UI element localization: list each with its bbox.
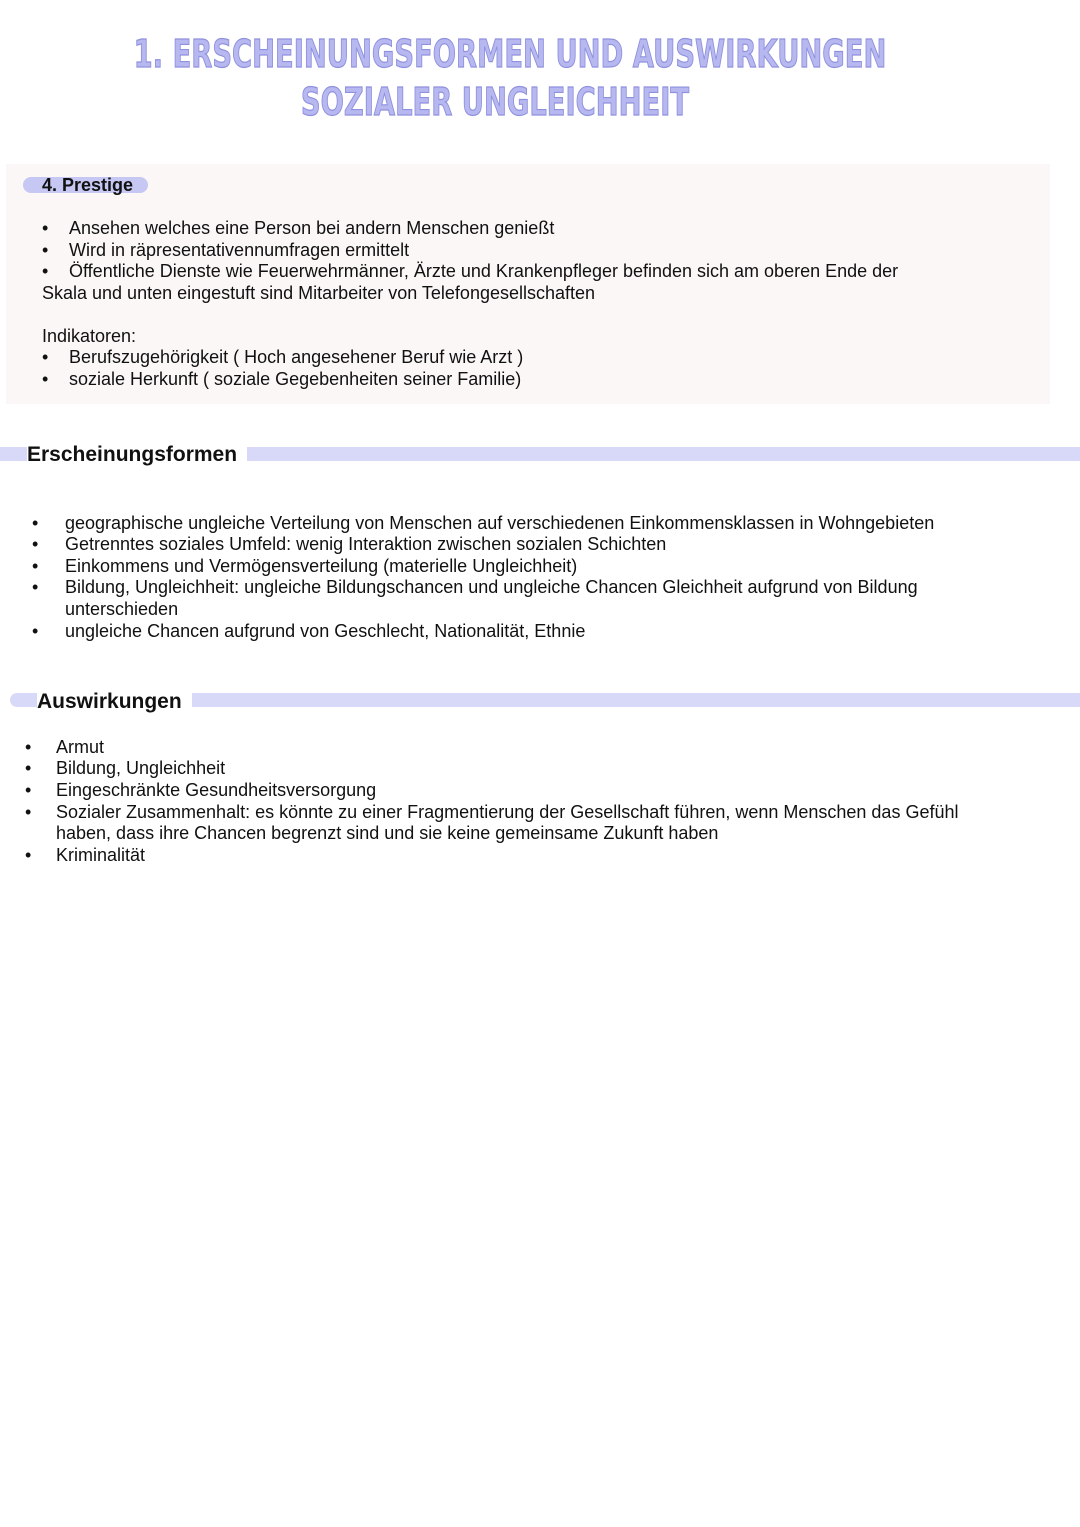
list-item: • Berufszugehörigkeit ( Hoch angesehener Beruf wie Arzt ) xyxy=(42,347,524,367)
bullet-icon: • xyxy=(42,347,49,367)
bullet-icon: • xyxy=(25,780,32,800)
list-item-continuation: unterschieden xyxy=(65,599,179,619)
bullet-icon: • xyxy=(42,369,49,389)
section-heading-auswirkungen: Auswirkungen xyxy=(37,689,192,715)
list-item: • Ansehen welches eine Person bei andern Menschen genießt xyxy=(42,218,555,238)
page-title-line1: 1. ERSCHEINUNGSFORMEN UND AUSWIRKUNGEN xyxy=(133,32,887,76)
indicators-label: Indikatoren: xyxy=(42,326,137,346)
list-item: • Öffentliche Dienste wie Feuerwehrmänner, Ärzte und Krankenpfleger befinden sich am oberen Ende der xyxy=(42,261,899,281)
list-item: • geographische ungleiche Verteilung von Menschen auf verschiedenen Einkommensklassen in Wohngebieten xyxy=(32,513,935,533)
bullet-icon: • xyxy=(25,737,32,757)
bullet-icon: • xyxy=(25,845,32,865)
bullet-icon: • xyxy=(25,758,32,778)
bullet-icon: • xyxy=(42,261,49,281)
list-item-continuation: Skala und unten eingestuft sind Mitarbeiter von Telefongesellschaften xyxy=(42,283,596,303)
bullet-icon: • xyxy=(32,513,39,533)
list-item: • Einkommens und Vermögensverteilung (materielle Ungleichheit) xyxy=(32,556,578,576)
list-item: • Eingeschränkte Gesundheitsversorgung xyxy=(25,780,377,800)
bullet-icon: • xyxy=(32,621,39,641)
list-item: • ungleiche Chancen aufgrund von Geschlecht, Nationalität, Ethnie xyxy=(32,621,586,641)
list-item: • Getrenntes soziales Umfeld: wenig Interaktion zwischen sozialen Schichten xyxy=(32,534,667,554)
list-item: • Bildung, Ungleichheit xyxy=(25,758,226,778)
prestige-heading: 4. Prestige xyxy=(42,175,134,195)
list-item: • Sozialer Zusammenhalt: es könnte zu einer Fragmentierung der Gesellschaft führen, wenn Menschen das Gefühl xyxy=(25,802,959,822)
list-item: • Kriminalität xyxy=(25,845,146,865)
list-item: • soziale Herkunft ( soziale Gegebenheiten seiner Familie) xyxy=(42,369,522,389)
bullet-icon: • xyxy=(42,218,49,238)
page-title-line2: SOZIALER UNGLEICHHEIT xyxy=(300,80,690,124)
list-item: • Armut xyxy=(25,737,105,757)
bullet-icon: • xyxy=(42,240,49,260)
bullet-icon: • xyxy=(32,556,39,576)
list-item: • Bildung, Ungleichheit: ungleiche Bildungschancen und ungleiche Chancen Gleichheit aufgrund von Bildung xyxy=(32,577,918,597)
section-heading-erscheinungsformen: Erscheinungsformen xyxy=(27,442,247,468)
list-item-continuation: haben, dass ihre Chancen begrenzt sind und sie keine gemeinsame Zukunft haben xyxy=(56,823,719,843)
bullet-icon: • xyxy=(32,577,39,597)
bullet-icon: • xyxy=(25,802,32,822)
bullet-icon: • xyxy=(32,534,39,554)
list-item: • Wird in räpresentativennumfragen ermittelt xyxy=(42,240,410,260)
